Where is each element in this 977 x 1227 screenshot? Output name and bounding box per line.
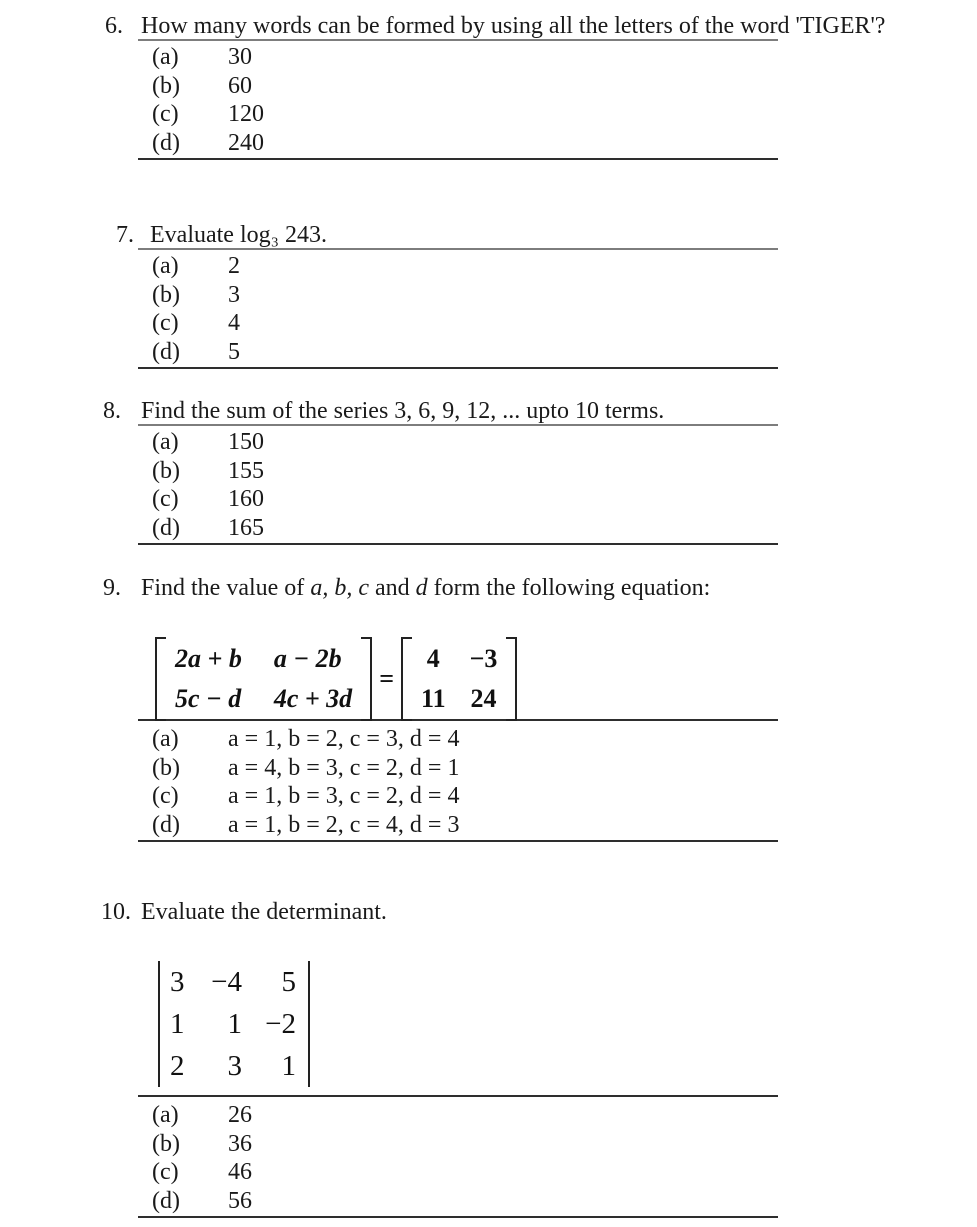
option-value: a = 4, b = 3, c = 2, d = 1 <box>228 754 460 781</box>
question-6 <box>105 13 886 160</box>
option-value: 2 <box>228 253 240 279</box>
matrix-cell: 2a + b <box>175 644 242 673</box>
option-value: 46 <box>228 1159 252 1185</box>
option-label: (d) <box>152 1187 180 1214</box>
determinant-cell: 5 <box>281 966 296 998</box>
question-title-italic: a, b, c <box>310 575 369 601</box>
question-number: 6. <box>105 13 123 39</box>
option-label: (b) <box>152 754 180 781</box>
question-number: 10. <box>101 899 131 925</box>
option-row <box>138 1130 778 1159</box>
determinant-cell: −2 <box>265 1008 296 1040</box>
options-list <box>138 426 778 545</box>
question-number: 7. <box>116 222 134 248</box>
option-row <box>138 43 778 72</box>
question-title-text: and <box>368 575 416 601</box>
right-bracket <box>361 637 372 721</box>
option-row <box>138 725 778 754</box>
option-label: (a) <box>152 726 179 752</box>
option-value: a = 1, b = 2, c = 4, d = 3 <box>228 811 460 838</box>
option-row <box>138 252 778 281</box>
determinant-cell: 1 <box>170 1008 185 1040</box>
option-value: 3 <box>228 281 240 308</box>
question-number: 8. <box>103 398 121 424</box>
matrix-equation <box>155 637 517 721</box>
question-title <box>138 223 778 250</box>
option-row <box>138 309 778 338</box>
question-number: 9. <box>103 575 121 601</box>
option-label: (b) <box>152 1130 180 1157</box>
question-title <box>138 900 778 925</box>
determinant <box>158 961 310 1087</box>
left-matrix <box>167 637 360 721</box>
question-9 <box>103 575 778 842</box>
option-label: (c) <box>152 101 179 127</box>
matrix-cell: a − 2b <box>273 644 342 673</box>
option-row <box>138 100 778 129</box>
option-label: (c) <box>152 310 179 336</box>
question-title <box>138 399 778 426</box>
option-value: 165 <box>228 514 264 541</box>
option-value: 5 <box>228 338 240 365</box>
option-value: 4 <box>228 310 240 336</box>
option-value: 56 <box>228 1187 252 1214</box>
option-value: 26 <box>228 1102 252 1128</box>
option-label: (d) <box>152 811 180 838</box>
determinant-figure <box>138 925 778 1097</box>
option-value: 120 <box>228 101 264 127</box>
option-label: (c) <box>152 783 179 809</box>
option-row <box>138 811 778 840</box>
question-title-text: Evaluate the determinant. <box>141 899 387 925</box>
determinant-cell: 3 <box>227 1050 242 1082</box>
determinant-cell: −4 <box>211 966 242 998</box>
option-label: (a) <box>152 1102 179 1128</box>
right-bracket <box>506 637 517 721</box>
question-title-text: Find the sum of the series 3, 6, 9, 12, ... upto 10 terms. <box>141 398 665 424</box>
option-row <box>138 129 778 158</box>
question-title-text: form the following equation: <box>427 575 711 601</box>
option-label: (d) <box>152 129 180 156</box>
matrix-cell: 11 <box>421 684 446 713</box>
options-list <box>138 1097 778 1218</box>
left-bracket <box>401 637 412 721</box>
matrix-cell: −3 <box>469 644 498 673</box>
option-value: 60 <box>228 72 252 99</box>
option-row <box>138 782 778 811</box>
option-row <box>138 72 778 101</box>
question-7 <box>116 222 778 369</box>
option-value: a = 1, b = 2, c = 3, d = 4 <box>228 726 460 752</box>
right-matrix <box>413 637 505 721</box>
option-row <box>138 514 778 543</box>
option-label: (b) <box>152 457 180 484</box>
determinant-cell: 2 <box>170 1050 185 1082</box>
options-list <box>138 721 778 842</box>
option-value: 30 <box>228 44 252 70</box>
matrix-cell: 24 <box>470 684 497 713</box>
option-row <box>138 754 778 783</box>
question-title-text: Find the value of <box>141 575 311 601</box>
question-8 <box>103 398 778 545</box>
option-row <box>138 1101 778 1130</box>
determinant-cell: 3 <box>170 966 185 998</box>
matrix-cell: 4c + 3d <box>273 684 353 713</box>
matrix-cell: 4 <box>426 644 440 673</box>
left-bracket <box>155 637 166 721</box>
determinant-cell: 1 <box>227 1008 242 1040</box>
option-value: 150 <box>228 429 264 455</box>
equals-sign: = <box>379 664 395 693</box>
options-list <box>138 41 778 160</box>
option-label: (a) <box>152 253 179 279</box>
option-value: a = 1, b = 3, c = 2, d = 4 <box>228 783 460 809</box>
option-value: 36 <box>228 1130 252 1157</box>
determinant-cell: 1 <box>281 1050 296 1082</box>
option-label: (c) <box>152 486 179 512</box>
question-title-text: How many words can be formed by using all the letters of the word 'TIGER'? <box>141 13 886 39</box>
option-label: (a) <box>152 429 179 455</box>
option-row <box>138 1187 778 1216</box>
question-10 <box>101 899 778 1218</box>
option-row <box>138 428 778 457</box>
option-label: (d) <box>152 338 180 365</box>
question-title <box>138 13 886 41</box>
question-title-italic: d <box>415 575 428 601</box>
option-row <box>138 457 778 486</box>
option-row <box>138 485 778 514</box>
option-label: (d) <box>152 514 180 541</box>
option-label: (b) <box>152 72 180 99</box>
option-row <box>138 338 778 367</box>
option-label: (a) <box>152 44 179 70</box>
option-row <box>138 281 778 310</box>
option-label: (c) <box>152 1159 179 1185</box>
option-value: 155 <box>228 457 264 484</box>
question-title-text: Evaluate log₃ 243. <box>150 222 327 248</box>
option-value: 160 <box>228 486 264 512</box>
option-row <box>138 1158 778 1187</box>
option-value: 240 <box>228 129 264 156</box>
option-label: (b) <box>152 281 180 308</box>
matrix-cell: 5c − d <box>175 684 242 713</box>
matrix-equation-figure <box>138 601 778 721</box>
question-title <box>138 576 778 601</box>
options-list <box>138 250 778 369</box>
